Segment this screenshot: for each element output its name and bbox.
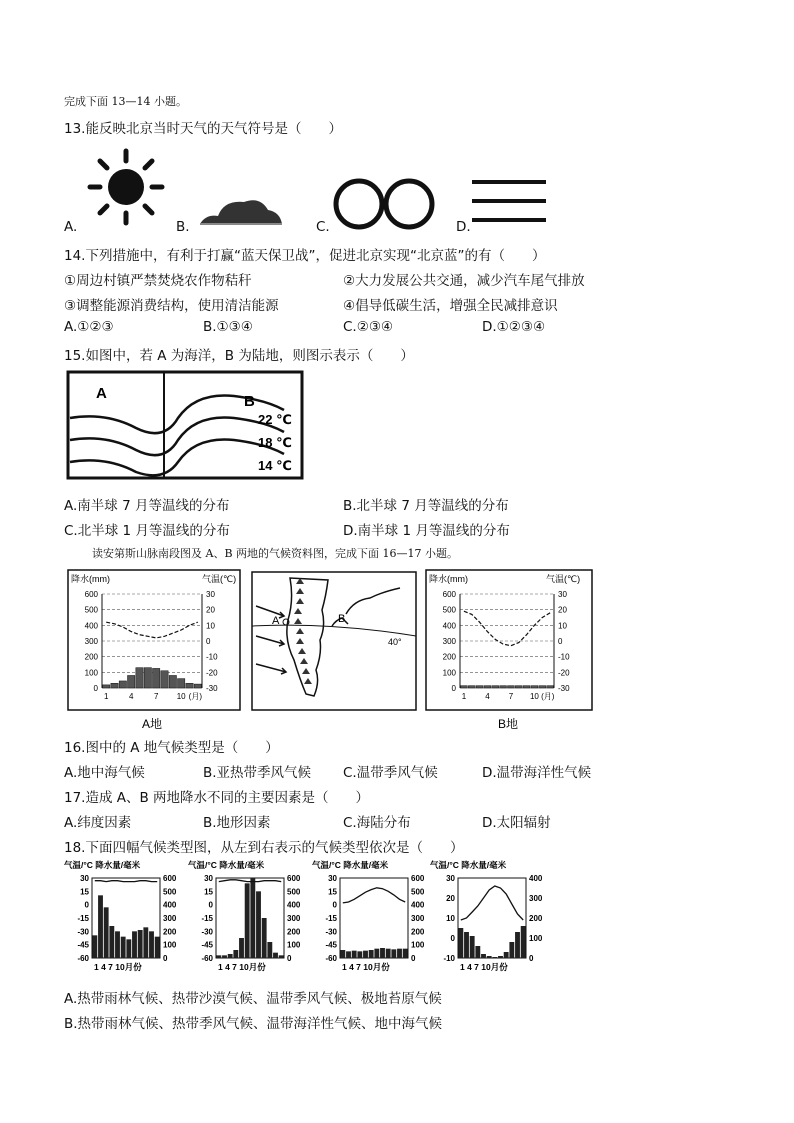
q18-chart-title: 气温/°C 降水量/毫米 — [430, 860, 507, 870]
q18-precip-bar — [245, 883, 250, 958]
q18-precip-bar — [273, 953, 278, 958]
q15-option-c[interactable]: C.北半球 1 月等温线的分布 — [64, 523, 230, 539]
b-right-tick: -10 — [558, 652, 570, 662]
q18-right-tick: 300 — [529, 894, 543, 903]
b-precip-bar — [523, 686, 530, 688]
b-right-tick: 0 — [558, 637, 563, 646]
q16-option-d[interactable]: D.温带海洋性气候 — [482, 765, 592, 781]
a-left-tick: 0 — [93, 684, 98, 693]
q18-left-tick: -15 — [325, 914, 337, 923]
b-precip-bar — [484, 686, 491, 688]
b-left-tick: 0 — [451, 684, 456, 693]
a-precip-bar — [178, 679, 185, 688]
q14-item-4: ④倡导低碳生活，增强全民减排意识 — [343, 298, 558, 314]
q18-precip-bar — [515, 932, 520, 958]
q18-precip-bar — [464, 932, 469, 958]
q15-stem: 15.如图中，若 A 为海洋，B 为陆地，则图示表示（ ） — [64, 348, 414, 364]
q18-right-tick: 300 — [411, 914, 425, 923]
isotherm-18: 18 ℃ — [258, 435, 292, 450]
b-precip-bar — [468, 686, 475, 688]
b-precip-bar — [531, 686, 538, 688]
q16-stem: 16.图中的 A 地气候类型是（ ） — [64, 740, 279, 756]
b-x-tick: 10 — [529, 692, 539, 701]
q18-right-tick: 400 — [411, 900, 425, 910]
b-right-tick: 20 — [558, 605, 567, 615]
q18-left-tick: 15 — [204, 887, 213, 897]
q18-plot-frame — [216, 878, 284, 958]
q18-x-ticks: 1 4 7 10月份 — [342, 962, 390, 972]
q16-option-c[interactable]: C.温带季风气候 — [343, 765, 438, 781]
q18-left-tick: 15 — [80, 887, 89, 897]
a-left-tick: 500 — [84, 605, 98, 615]
andes-map — [250, 570, 418, 712]
q18-precip-bar — [352, 951, 357, 958]
q15-option-a[interactable]: A.南半球 7 月等温线的分布 — [64, 498, 230, 514]
q18-right-tick: 500 — [163, 887, 177, 897]
q14-item-2: ②大力发展公共交通，减少汽车尾气排放 — [343, 273, 585, 289]
a-precip-bar — [186, 683, 193, 688]
q13-option-a[interactable]: A. — [64, 219, 78, 235]
q18-right-tick: 200 — [163, 927, 177, 937]
b-precip-bar — [492, 686, 499, 688]
q18-temp-line — [343, 888, 405, 903]
q17-option-a[interactable]: A.纬度因素 — [64, 815, 132, 831]
q18-left-tick: 0 — [208, 900, 213, 910]
q18-precip-bar — [374, 949, 379, 958]
haze-icon — [332, 175, 436, 233]
q18-precip-bar — [109, 926, 114, 958]
q18-precip-bar — [222, 955, 227, 958]
q18-precip-bar — [470, 936, 475, 958]
q18-left-tick: -45 — [325, 940, 337, 950]
q18-precip-bar — [149, 931, 154, 958]
b-precip-bar — [476, 686, 483, 688]
q15-option-d[interactable]: D.南半球 1 月等温线的分布 — [343, 523, 510, 539]
q18-precip-bar — [369, 950, 374, 958]
q18-precip-bar — [115, 931, 120, 958]
a-right-tick: -10 — [206, 652, 218, 662]
q17-option-b[interactable]: B.地形因素 — [203, 815, 271, 831]
q18-precip-bar — [386, 949, 391, 958]
b-left-tick: 400 — [442, 621, 456, 631]
a-precip-bar — [128, 675, 135, 688]
q18-option-b[interactable]: B.热带雨林气候、热带季风气候、温带海洋性气候、地中海气候 — [64, 1016, 443, 1032]
a-precip-bar — [111, 683, 118, 688]
q18-precip-bar — [104, 907, 109, 958]
b-precip-bar — [508, 686, 515, 688]
isotherm-22: 22 ℃ — [258, 412, 292, 427]
q18-precip-bar — [267, 942, 272, 958]
q14-option-a[interactable]: A.①②③ — [64, 319, 114, 335]
q15-option-b[interactable]: B.北半球 7 月等温线的分布 — [343, 498, 509, 514]
b-left-tick: 300 — [442, 637, 456, 646]
q18-precip-bar — [475, 946, 480, 958]
q18-precip-bar — [492, 957, 497, 958]
a-precip-bar — [194, 684, 201, 688]
b-x-tick: 7 — [508, 692, 514, 701]
q18-right-tick: 400 — [287, 900, 301, 910]
a-x-tick: 1 — [103, 692, 109, 701]
q18-right-tick: 100 — [411, 940, 425, 950]
a-precip-bar — [161, 671, 168, 688]
a-precip-bar — [144, 668, 151, 688]
q18-chart-title: 气温/°C 降水量/毫米 — [312, 860, 389, 870]
q18-right-tick: 200 — [411, 927, 425, 937]
b-precip-bar — [461, 686, 468, 688]
a-precip-bar — [136, 668, 143, 688]
q18-precip-bar — [126, 939, 131, 958]
a-right-tick: 10 — [206, 621, 215, 631]
fog-icon — [472, 178, 548, 228]
q14-stem: 14.下列措施中，有利于打赢“蓝天保卫战”，促进北京实现“北京蓝”的有（ ） — [64, 248, 546, 264]
q18-stem: 18.下面四幅气候类型图，从左到右表示的气候类型依次是（ ） — [64, 840, 464, 856]
q18-precip-bar — [380, 948, 385, 958]
q18-right-tick: 0 — [411, 954, 416, 963]
q16-option-b[interactable]: B.亚热带季风气候 — [203, 765, 312, 781]
q18-right-tick: 0 — [529, 954, 534, 963]
b-precip-bar — [515, 686, 522, 688]
q18-left-tick: 30 — [80, 874, 89, 883]
q18-left-tick: 30 — [328, 874, 337, 883]
map-label-a: A — [272, 615, 280, 627]
a-left-tick: 100 — [84, 668, 98, 678]
q18-precip-bar — [340, 950, 345, 958]
q18-precip-bar — [521, 926, 526, 958]
intro-16-17: 读安第斯山脉南段图及 A、B 两地的气候资料图，完成下面 16—17 小题。 — [92, 547, 459, 560]
a-precip-bar — [119, 681, 126, 688]
q18-x-ticks: 1 4 7 10月份 — [460, 962, 508, 972]
q18-right-tick: 500 — [287, 887, 301, 897]
a-x-tick: 7 — [153, 692, 159, 701]
q18-left-tick: 15 — [328, 887, 337, 897]
q18-precip-bar — [509, 942, 514, 958]
a-left-tick: 200 — [84, 652, 98, 662]
b-right-title: 气温(℃) — [546, 574, 581, 584]
q18-precip-bar — [132, 931, 137, 958]
a-right-tick: -20 — [206, 668, 218, 678]
q18-temp-line — [461, 886, 523, 920]
q18-precip-bar — [155, 937, 160, 958]
q18-left-tick: -60 — [325, 954, 337, 963]
q18-left-tick: -45 — [77, 940, 89, 950]
label-a: A — [96, 385, 107, 402]
q18-precip-bar — [363, 951, 368, 958]
a-left-tick: 600 — [84, 590, 98, 599]
a-x-tick: 10 — [176, 692, 186, 701]
isotherm-14: 14 ℃ — [258, 458, 292, 473]
q18-precip-bar — [138, 930, 143, 958]
sun-icon — [86, 147, 166, 227]
q18-precip-bar — [397, 949, 402, 958]
q18-right-tick: 600 — [411, 874, 425, 883]
q18-chart-title: 气温/°C 降水量/毫米 — [188, 860, 265, 870]
q14-item-3: ③调整能源消费结构，使用清洁能源 — [64, 298, 279, 314]
q18-climate-charts — [64, 858, 548, 980]
q18-precip-bar — [92, 935, 97, 958]
q17-stem: 17.造成 A、B 两地降水不同的主要因素是（ ） — [64, 790, 370, 806]
q18-left-tick: -15 — [201, 914, 213, 923]
q18-left-tick: 0 — [84, 900, 89, 910]
q18-right-tick: 100 — [287, 940, 301, 950]
q18-left-tick: -10 — [443, 954, 455, 963]
q14-option-d[interactable]: D.①②③④ — [482, 319, 546, 335]
a-left-tick: 300 — [84, 637, 98, 646]
a-x-tick: 4 — [128, 692, 134, 701]
q18-left-tick: 10 — [446, 914, 455, 923]
q18-precip-bar — [346, 951, 351, 958]
q18-left-tick: -60 — [201, 954, 213, 963]
q13-option-c[interactable]: C. — [316, 219, 330, 235]
a-left-tick: 400 — [84, 621, 98, 631]
a-climate-chart — [66, 568, 244, 734]
b-x-tick: 1 — [461, 692, 467, 701]
q18-chart-title: 气温/°C 降水量/毫米 — [64, 860, 141, 870]
a-right-tick: 20 — [206, 605, 215, 615]
q18-precip-bar — [487, 956, 492, 958]
q18-left-tick: -30 — [325, 927, 337, 937]
q18-precip-bar — [481, 954, 486, 958]
isotherm-figure — [66, 370, 306, 482]
b-left-tick: 500 — [442, 605, 456, 615]
q18-right-tick: 100 — [529, 934, 543, 943]
q18-precip-bar — [391, 949, 396, 958]
q13-stem: 13.能反映北京当时天气的天气符号是（ ） — [64, 121, 342, 137]
a-right-title: 气温(℃) — [202, 574, 237, 584]
q18-precip-bar — [121, 937, 126, 958]
q18-left-tick: -60 — [77, 954, 89, 963]
q18-right-tick: 300 — [163, 914, 177, 923]
b-right-tick: 30 — [558, 590, 567, 599]
q18-left-tick: 20 — [446, 894, 455, 903]
q18-temp-line — [95, 881, 157, 882]
q13-option-b[interactable]: B. — [176, 219, 190, 235]
q18-left-tick: -15 — [77, 914, 89, 923]
q18-left-tick: 30 — [204, 874, 213, 883]
q18-right-tick: 300 — [287, 914, 301, 923]
q18-left-tick: 0 — [450, 934, 455, 943]
q14-option-b[interactable]: B.①③④ — [203, 319, 253, 335]
b-left-tick: 600 — [442, 590, 456, 599]
q18-precip-bar — [233, 950, 238, 958]
q18-precip-bar — [250, 878, 255, 958]
q18-precip-bar — [216, 955, 221, 958]
q14-item-1: ①周边村镇严禁焚烧农作物秸秆 — [64, 273, 252, 289]
q18-left-tick: 0 — [332, 900, 337, 910]
b-x-tick: 4 — [485, 692, 490, 701]
q18-precip-bar — [357, 951, 362, 958]
cloudy-icon — [196, 190, 286, 230]
q18-precip-bar — [504, 952, 509, 958]
b-right-tick: -20 — [558, 668, 570, 678]
q13-option-d[interactable]: D. — [456, 219, 471, 235]
b-left-title: 降水(mm) — [429, 574, 468, 584]
q18-temp-line — [219, 880, 281, 882]
b-precip-bar — [500, 686, 507, 688]
q18-option-a[interactable]: A.热带雨林气候、热带沙漠气候、温带季风气候、极地苔原气候 — [64, 991, 442, 1007]
q18-left-tick: -30 — [77, 927, 89, 937]
q18-right-tick: 100 — [163, 940, 177, 950]
q18-right-tick: 0 — [163, 954, 168, 963]
a-left-title: 降水(mm) — [71, 574, 110, 584]
q18-right-tick: 200 — [287, 927, 301, 937]
q18-precip-bar — [256, 891, 261, 958]
a-precip-bar — [153, 668, 160, 688]
q18-x-ticks: 1 4 7 10月份 — [94, 962, 142, 972]
a-caption: A地 — [142, 717, 163, 731]
a-right-tick: -30 — [206, 684, 218, 693]
q18-precip-bar — [458, 928, 463, 958]
a-right-tick: 0 — [206, 637, 211, 646]
a-right-tick: 30 — [206, 590, 215, 599]
q18-precip-bar — [279, 955, 284, 958]
label-b: B — [244, 393, 255, 410]
q17-option-d[interactable]: D.太阳辐射 — [482, 815, 551, 831]
b-right-tick: 10 — [558, 621, 567, 631]
a-precip-bar — [103, 685, 110, 688]
b-x-unit: (月) — [541, 692, 555, 701]
b-precip-bar — [547, 686, 554, 688]
q18-left-tick: -45 — [201, 940, 213, 950]
q18-right-tick: 500 — [411, 887, 425, 897]
q18-precip-bar — [228, 954, 233, 958]
map-label-b: B — [338, 613, 346, 625]
q18-plot-frame — [340, 878, 408, 958]
q18-precip-bar — [98, 895, 103, 958]
b-caption: B地 — [498, 717, 519, 731]
intro-13-14: 完成下面 13—14 小题。 — [64, 95, 187, 108]
q18-right-tick: 400 — [163, 900, 177, 910]
q18-left-tick: -30 — [201, 927, 213, 937]
q18-right-tick: 600 — [163, 874, 177, 883]
q18-right-tick: 200 — [529, 914, 543, 923]
a-x-unit: (月) — [188, 692, 202, 701]
q18-precip-bar — [498, 956, 503, 958]
b-climate-chart — [424, 568, 596, 734]
q18-right-tick: 400 — [529, 874, 543, 883]
q18-precip-bar — [403, 949, 408, 958]
b-left-tick: 200 — [442, 652, 456, 662]
a-precip-bar — [169, 675, 176, 688]
q18-precip-bar — [239, 938, 244, 958]
q18-precip-bar — [143, 927, 148, 958]
q14-option-c[interactable]: C.②③④ — [343, 319, 394, 335]
q18-right-tick: 600 — [287, 874, 301, 883]
b-precip-bar — [539, 686, 546, 688]
q17-option-c[interactable]: C.海陆分布 — [343, 815, 411, 831]
q18-precip-bar — [262, 918, 267, 958]
q18-left-tick: 30 — [446, 874, 455, 883]
q16-option-a[interactable]: A.地中海气候 — [64, 765, 145, 781]
map-lat: 40° — [388, 637, 402, 647]
q18-x-ticks: 1 4 7 10月份 — [218, 962, 266, 972]
b-left-tick: 100 — [442, 668, 456, 678]
b-right-tick: -30 — [558, 684, 570, 693]
q18-right-tick: 0 — [287, 954, 292, 963]
